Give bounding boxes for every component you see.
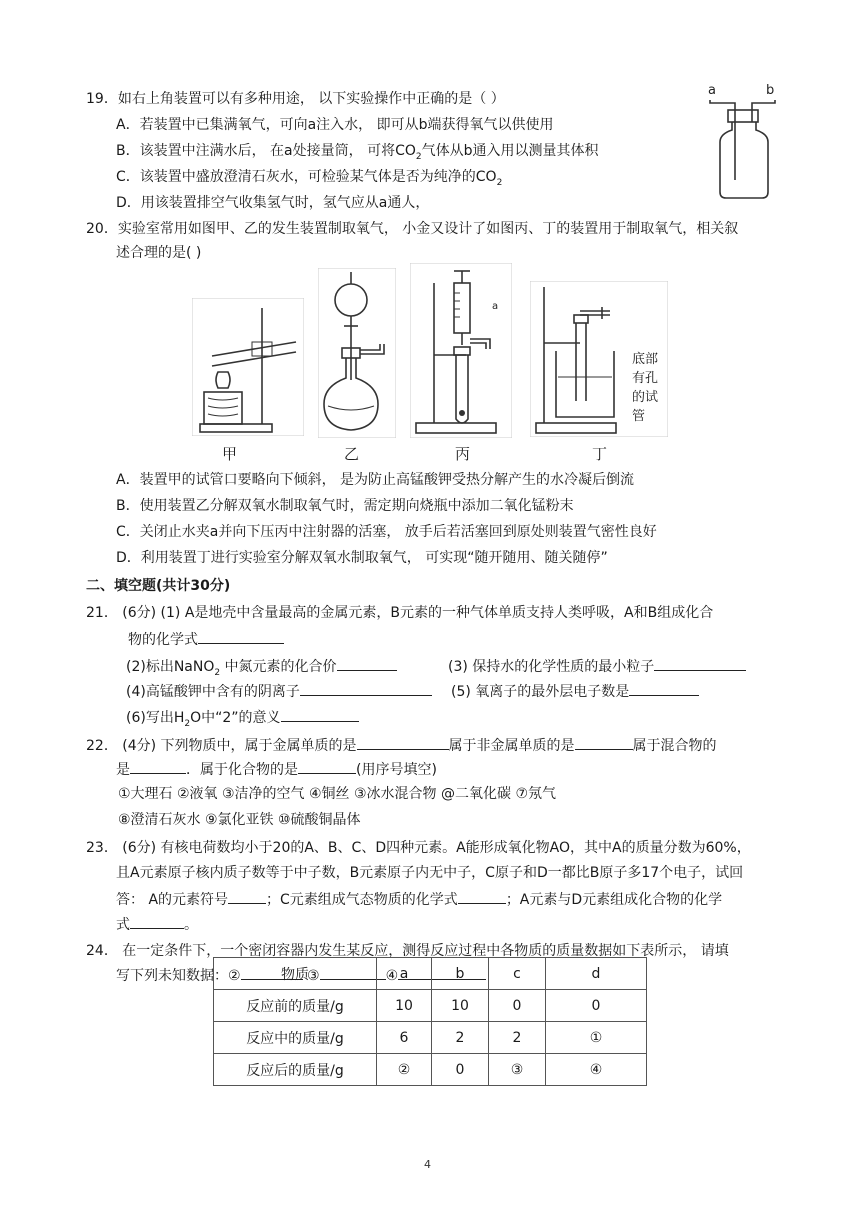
table-row xyxy=(214,990,647,1022)
q21-line1: 21． (6分) (1) A是地壳中含量最高的金属元素，B元素的一种气体单质支持人类呼吸，A和B组成化合 xyxy=(86,605,714,621)
table-cell: 0 xyxy=(432,1054,489,1086)
table-cell: ④ xyxy=(546,1054,647,1086)
table-cell: 10 xyxy=(377,990,432,1022)
table-cell: 2 xyxy=(432,1022,489,1054)
q21-line3-part3: (3) 保持水的化学性质的最小粒子 xyxy=(448,655,746,677)
q23-line3: 答： A的元素符号 ；C元素组成气态物质的化学式 ；A元素与D元素组成化合物的化学 xyxy=(116,888,722,910)
q20-option-d: D．利用装置丁进行实验室分解双氧水制取氧气， 可实现“随开随用、随关随停” xyxy=(116,550,608,566)
q20-stem-line2: 述合理的是( ) xyxy=(116,245,202,261)
table-header-cell: d xyxy=(546,958,647,990)
label-bing: 丙 xyxy=(455,445,471,463)
ding-note-1: 底部 xyxy=(632,352,659,367)
apparatus-bing xyxy=(410,263,512,438)
apparatus-jia xyxy=(192,298,304,436)
q21-line5: (6)写出$H_2O$中“2”的意义 xyxy=(126,706,359,734)
q22-items-line1: ①大理石 ②液氧 ③洁净的空气 ④铜丝 ③冰水混合物 @二氧化碳 ⑦氖气 xyxy=(118,786,557,802)
ding-note-3: 的试 xyxy=(632,390,659,405)
answer-blank[interactable] xyxy=(130,913,184,929)
fig-label-a: a xyxy=(708,83,716,98)
q19-stem: 19．如右上角装置可以有多种用途， 以下实验操作中正确的是（ ） xyxy=(86,91,505,107)
answer-blank[interactable] xyxy=(337,655,397,671)
q24-line2: 写下列未知数据：② ③ ④ xyxy=(116,964,486,986)
answer-blank[interactable] xyxy=(629,680,699,696)
q19-option-c: C．该装置中盛放澄清石灰水，可检验某气体是否为纯净的$CO_2$ xyxy=(116,169,503,188)
q21-line3: (2)标出NaNO$_2$ 中氮元素的化合价 xyxy=(126,655,397,683)
answer-blank[interactable] xyxy=(198,628,284,644)
label-ding: 丁 xyxy=(592,445,608,463)
fig-label-a-bing: a xyxy=(492,301,499,312)
q19-option-b: B．该装置中注满水后， 在a处接量筒， 可将$CO_2$气体从b通入用以测量其体积 xyxy=(116,143,599,162)
table-cell: ① xyxy=(546,1022,647,1054)
section-title: 二、填空题(共计30分) xyxy=(86,578,231,594)
table-cell: 0 xyxy=(489,990,546,1022)
table-cell: 6 xyxy=(377,1022,432,1054)
table-cell: 反应前的质量/g xyxy=(214,990,377,1022)
table-header-cell: b xyxy=(432,958,489,990)
q21-line2: 物的化学式 xyxy=(128,628,284,650)
table-header-cell: 物质 xyxy=(214,958,377,990)
answer-blank[interactable] xyxy=(575,734,633,750)
table-cell: 2 xyxy=(489,1022,546,1054)
answer-blank[interactable] xyxy=(300,680,432,696)
answer-blank[interactable] xyxy=(298,758,356,774)
q24-line1: 24． 在一定条件下，一个密闭容器内发生某反应，测得反应过程中各物质的质量数据如下表所示， 请填 xyxy=(86,943,729,959)
q19-option-a: A．若装置中已集满氧气，可向a注入水， 即可从b端获得氧气以供使用 xyxy=(116,117,554,133)
q22-items-line2: ⑧澄清石灰水 ⑨氯化亚铁 ⑩硫酸铜晶体 xyxy=(118,812,361,828)
page-number: 4 xyxy=(424,1158,431,1171)
q21-line4-part5: (5) 氧离子的最外层电子数是 xyxy=(451,680,699,702)
apparatus-yi xyxy=(318,268,396,438)
q20-option-c: C．关闭止水夹a并向下压丙中注射器的活塞， 放手后若活塞回到原处则装置气密性良好 xyxy=(116,524,657,540)
answer-blank[interactable] xyxy=(357,734,449,750)
q22-line2: 是 ．属于化合物的是 (用序号填空) xyxy=(116,758,437,780)
q20-option-a: A．装置甲的试管口要略向下倾斜， 是为防止高锰酸钾受热分解产生的水冷凝后倒流 xyxy=(116,472,635,488)
table-header-row xyxy=(214,958,647,990)
q23-line1: 23． (6分) 有核电荷数均小于20的A、B、C、D四种元素。A能形成氧化物AO，其中A的质量分数为60%， xyxy=(86,840,751,856)
answer-blank[interactable] xyxy=(458,888,506,904)
table-header-cell: a xyxy=(377,958,432,990)
answer-blank[interactable] xyxy=(281,706,359,722)
fig-label-b: b xyxy=(766,83,775,98)
table-cell: ② xyxy=(377,1054,432,1086)
gas-bottle-figure xyxy=(700,80,790,202)
label-jia: 甲 xyxy=(222,445,238,463)
q20-option-b: B．使用装置乙分解双氧水制取氧气时，需定期向烧瓶中添加二氧化锰粉末 xyxy=(116,498,574,514)
table-row xyxy=(214,1022,647,1054)
answer-blank[interactable] xyxy=(228,888,266,904)
answer-blank[interactable] xyxy=(130,758,186,774)
q19-option-d: D．用该装置排空气收集氢气时，氢气应从a通人， xyxy=(116,195,430,211)
table-cell: 0 xyxy=(546,990,647,1022)
q21-line4: (4)高锰酸钾中含有的阴离子 xyxy=(126,680,432,702)
table-cell: 反应中的质量/g xyxy=(214,1022,377,1054)
q20-stem-line1: 20．实验室常用如图甲、乙的发生装置制取氧气， 小金又设计了如图丙、丁的装置用于制取氧气，相关叙 xyxy=(86,221,739,237)
table-cell: 反应后的质量/g xyxy=(214,1054,377,1086)
ding-note-4: 管 xyxy=(632,409,646,424)
table-cell: ③ xyxy=(489,1054,546,1086)
table-row xyxy=(214,1054,647,1086)
q23-line4: 式 。 xyxy=(116,913,198,935)
mass-data-table xyxy=(213,957,647,1086)
table-header-cell: c xyxy=(489,958,546,990)
label-yi: 乙 xyxy=(344,445,360,463)
table-cell: 10 xyxy=(432,990,489,1022)
ding-note-2: 有孔 xyxy=(632,371,659,386)
q23-line2: 且A元素原子核内质子数等于中子数，B元素原子内无中子，C原子和D一都比B原子多17个电子，试回 xyxy=(116,865,744,881)
q22-line1: 22． (4分) 下列物质中，属于金属单质的是 属于非金属单质的是 属于混合物的 xyxy=(86,734,717,756)
answer-blank[interactable] xyxy=(654,655,746,671)
